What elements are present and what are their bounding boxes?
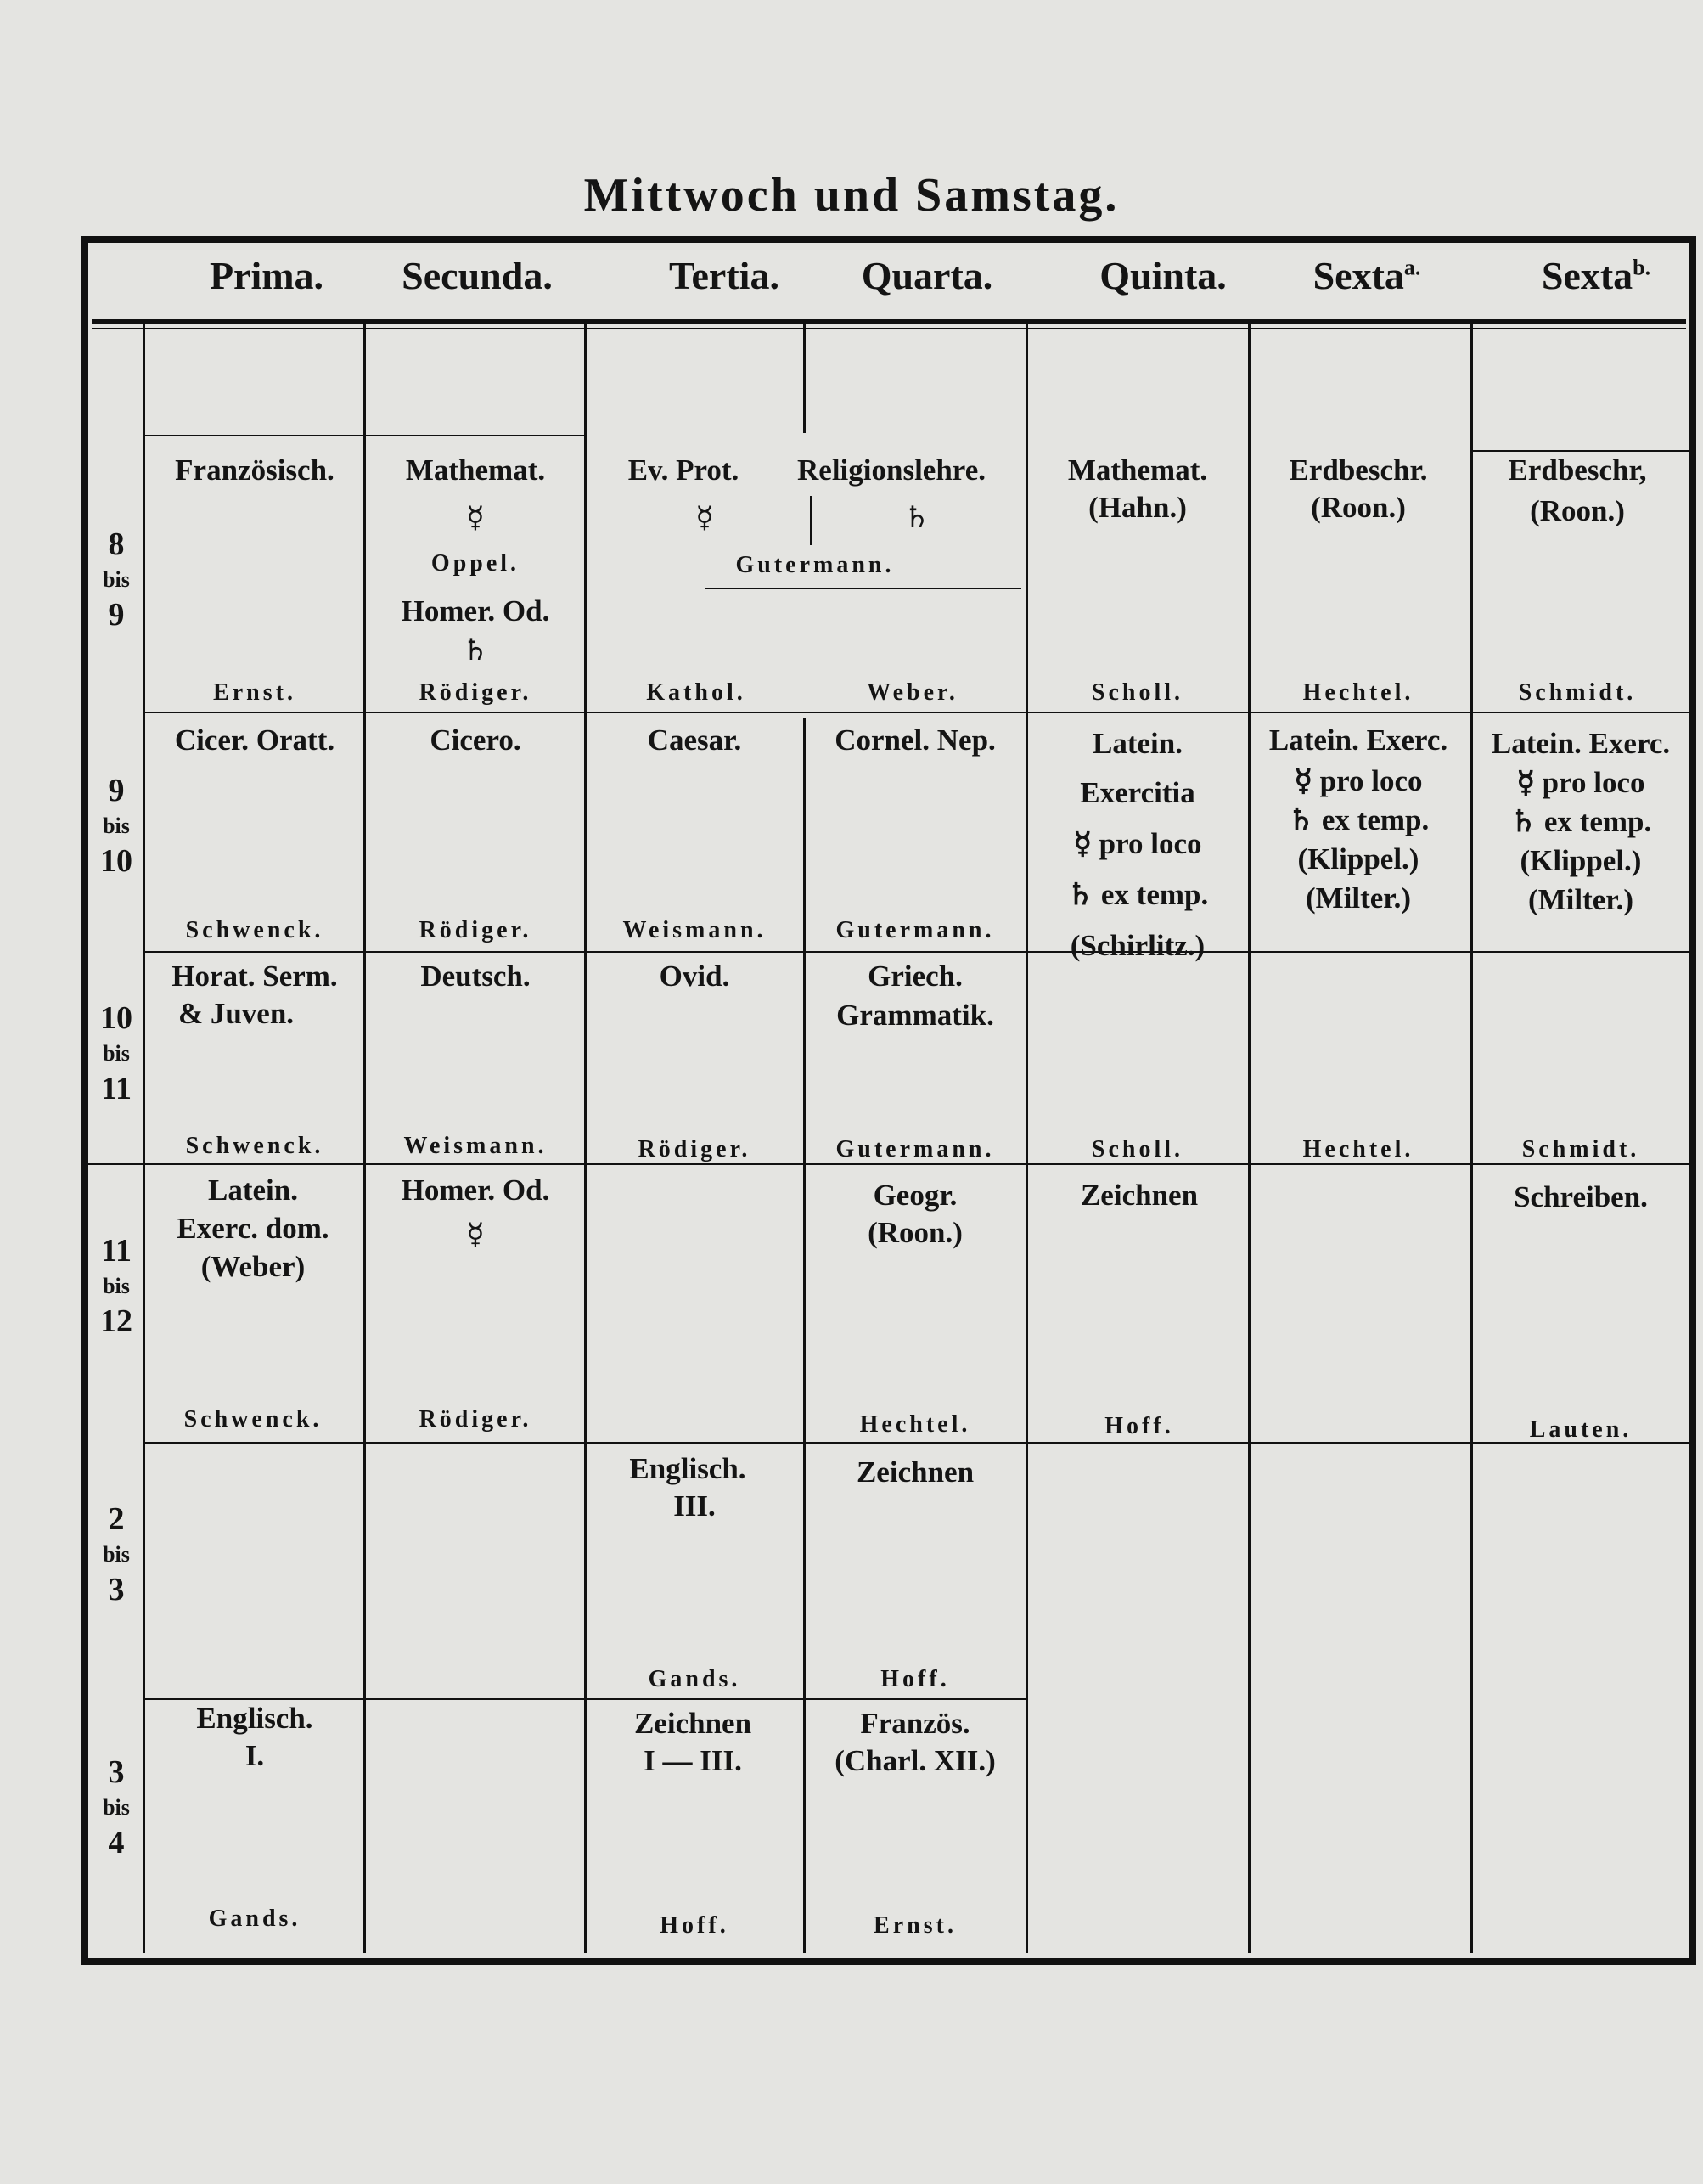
col-divider [363, 324, 366, 1953]
col-divider [1248, 324, 1251, 1953]
row-separator [145, 1163, 1689, 1165]
cell-subject: Französ. [860, 1707, 970, 1740]
cell-teacher: Gutermann. [735, 552, 895, 578]
cell-subject: (Hahn.) [1088, 491, 1187, 524]
mercury-icon: ☿ [695, 501, 714, 535]
cell-teacher: Gutermann. [835, 917, 995, 943]
col-divider [584, 324, 587, 1953]
cell-subject: III. [673, 1489, 716, 1523]
cell-subject: ☿ pro loco [1516, 766, 1645, 799]
cell-underline [705, 588, 1021, 589]
col-header-quinta: Quinta. [1099, 254, 1227, 297]
cell-teacher: Kathol. [646, 679, 746, 706]
cell-subject: Zeichnen [633, 1707, 752, 1740]
saturn-icon: ♄ [903, 501, 930, 535]
cell-teacher: Scholl. [1091, 679, 1184, 706]
cell-subject: Horat. Serm. [171, 960, 338, 993]
cell-subject: Englisch. [196, 1702, 313, 1735]
mercury-icon: ☿ [466, 501, 485, 535]
cell-subject: Latein. [208, 1174, 298, 1207]
cell-teacher: Gutermann. [835, 1136, 995, 1162]
time-separator [88, 1163, 143, 1165]
time-slot-3: 10 bis 11 [100, 1000, 132, 1106]
cell-teacher: Oppel. [430, 550, 520, 577]
row-separator [145, 712, 1689, 713]
cell-teacher: Hoff. [1104, 1413, 1174, 1439]
cell-subject: Zeichnen [856, 1455, 975, 1489]
cell-teacher: Ernst. [874, 1912, 957, 1939]
cell-subject: Cornel. Nep. [835, 723, 996, 757]
cell-teacher: Schmidt. [1521, 1136, 1640, 1162]
cell-subject: I. [244, 1739, 265, 1772]
cell-subject: Exercitia [1080, 776, 1195, 809]
cell-teacher: Hoff. [880, 1666, 950, 1692]
cell-teacher: Weismann. [403, 1133, 548, 1159]
cell-teacher: Schwenck. [185, 1133, 324, 1159]
cell-subject: (Roon.) [1530, 494, 1625, 527]
cell-subject: Latein. Exerc. [1268, 723, 1448, 757]
cell-subject: (Klippel.) [1297, 842, 1419, 875]
col-header-quarta: Quarta. [861, 254, 993, 297]
time-slot-4: 11 bis 12 [100, 1233, 132, 1339]
row-separator [145, 435, 584, 436]
cell-subject: (Roon.) [1311, 491, 1406, 524]
cell-subject: ♄ ex temp. [1287, 803, 1430, 836]
cell-subject: I — III. [644, 1744, 742, 1777]
cell-subject: (Milter.) [1527, 883, 1634, 916]
cell-teacher: Schwenck. [185, 917, 324, 943]
header-rule [92, 319, 1686, 324]
cell-subject: Deutsch. [420, 960, 531, 993]
cell-subject: Grammatik. [836, 999, 994, 1032]
cell-subject: Erdbeschr, [1508, 453, 1647, 487]
cell-subject: Griech. [868, 960, 963, 993]
row-separator [145, 1442, 1689, 1444]
cell-teacher: Hechtel. [1302, 1136, 1414, 1162]
cell-subject: Zeichnen [1080, 1179, 1199, 1212]
col-header-prima: Prima. [209, 254, 324, 297]
col-header-sexta-a: Sexta$^{a.}$ [1312, 254, 1421, 297]
cell-subject: Exerc. dom. [177, 1212, 329, 1245]
cell-subject: Erdbeschr. [1289, 453, 1428, 487]
cell-teacher: Weismann. [622, 917, 767, 943]
cell-subject: Cicer. Oratt. [174, 723, 335, 757]
page-title: Mittwoch und Samstag. [583, 169, 1120, 222]
col-divider [803, 324, 806, 433]
cell-subject: (Charl. XII.) [835, 1744, 996, 1777]
cell-teacher: Hechtel. [859, 1411, 971, 1438]
col-divider [1470, 324, 1473, 1953]
header-rule-thin [92, 328, 1686, 329]
cell-subject: Latein. [1093, 727, 1183, 760]
table-frame-left [81, 236, 88, 1965]
cell-subject: Englisch. [629, 1452, 746, 1485]
cell-subject: (Milter.) [1305, 881, 1412, 915]
col-divider [1026, 324, 1028, 1953]
cell-teacher: Rödiger. [419, 1406, 532, 1433]
cell-mark [810, 496, 812, 545]
cell-subject: Religionslehre. [797, 453, 986, 487]
cell-teacher: Scholl. [1091, 1136, 1184, 1162]
cell-subject: Latein. Exerc. [1491, 727, 1671, 760]
col-header-secunda: Secunda. [402, 254, 553, 297]
table-frame-right [1689, 236, 1696, 1965]
cell-teacher: Ernst. [213, 679, 296, 706]
cell-subject: & Juven. [177, 997, 295, 1030]
cell-subject: Mathemat. [1067, 453, 1208, 487]
col-header-sexta-b: Sexta$^{b.}$ [1541, 254, 1651, 297]
saturn-icon: ♄ [462, 633, 489, 667]
cell-subject: (Weber) [200, 1250, 306, 1283]
cell-teacher: Weber. [867, 679, 958, 706]
col-divider [803, 718, 806, 1953]
cell-subject: Homer. Od. [401, 594, 550, 628]
cell-subject: (Klippel.) [1520, 844, 1642, 877]
table-frame-top [81, 236, 1696, 243]
row-separator [145, 951, 1689, 953]
cell-teacher: Rödiger. [419, 917, 532, 943]
cell-teacher: Schwenck. [183, 1406, 323, 1433]
cell-teacher: Hoff. [660, 1912, 729, 1939]
cell-subject: Ovid. [659, 960, 730, 993]
table-frame-bottom [81, 1958, 1696, 1965]
cell-teacher: Hechtel. [1302, 679, 1414, 706]
cell-subject: (Schirlitz.) [1070, 929, 1206, 962]
cell-subject: ☿ pro loco [1073, 827, 1202, 860]
time-slot-2: 9 bis 10 [100, 773, 132, 879]
time-slot-6: 3 bis 4 [103, 1754, 130, 1860]
cell-subject: Schreiben. [1514, 1180, 1648, 1213]
cell-teacher: Gands. [208, 1905, 301, 1932]
cell-subject: Geogr. [873, 1179, 958, 1212]
col-header-tertia: Tertia. [669, 254, 779, 297]
cell-teacher: Lauten. [1529, 1416, 1633, 1443]
time-slot-1: 8 bis 9 [103, 526, 130, 633]
cell-subject: ☿ pro loco [1294, 764, 1423, 797]
cell-subject: Französisch. [175, 453, 334, 487]
cell-subject: (Roon.) [868, 1216, 963, 1249]
cell-teacher: Schmidt. [1518, 679, 1637, 706]
cell-teacher: Rödiger. [419, 679, 532, 706]
mercury-icon: ☿ [466, 1218, 485, 1252]
time-slot-5: 2 bis 3 [103, 1501, 130, 1607]
cell-subject: Cicero. [430, 723, 521, 757]
cell-subject: ♄ ex temp. [1509, 805, 1652, 838]
cell-subject: Mathemat. [405, 453, 546, 487]
cell-teacher: Gands. [648, 1666, 741, 1692]
cell-subject: ♄ ex temp. [1066, 878, 1209, 911]
cell-subject: Ev. Prot. [627, 453, 739, 487]
cell-teacher: Rödiger. [638, 1136, 751, 1162]
cell-subject: Caesar. [647, 723, 742, 757]
cell-subject: Homer. Od. [401, 1174, 550, 1207]
